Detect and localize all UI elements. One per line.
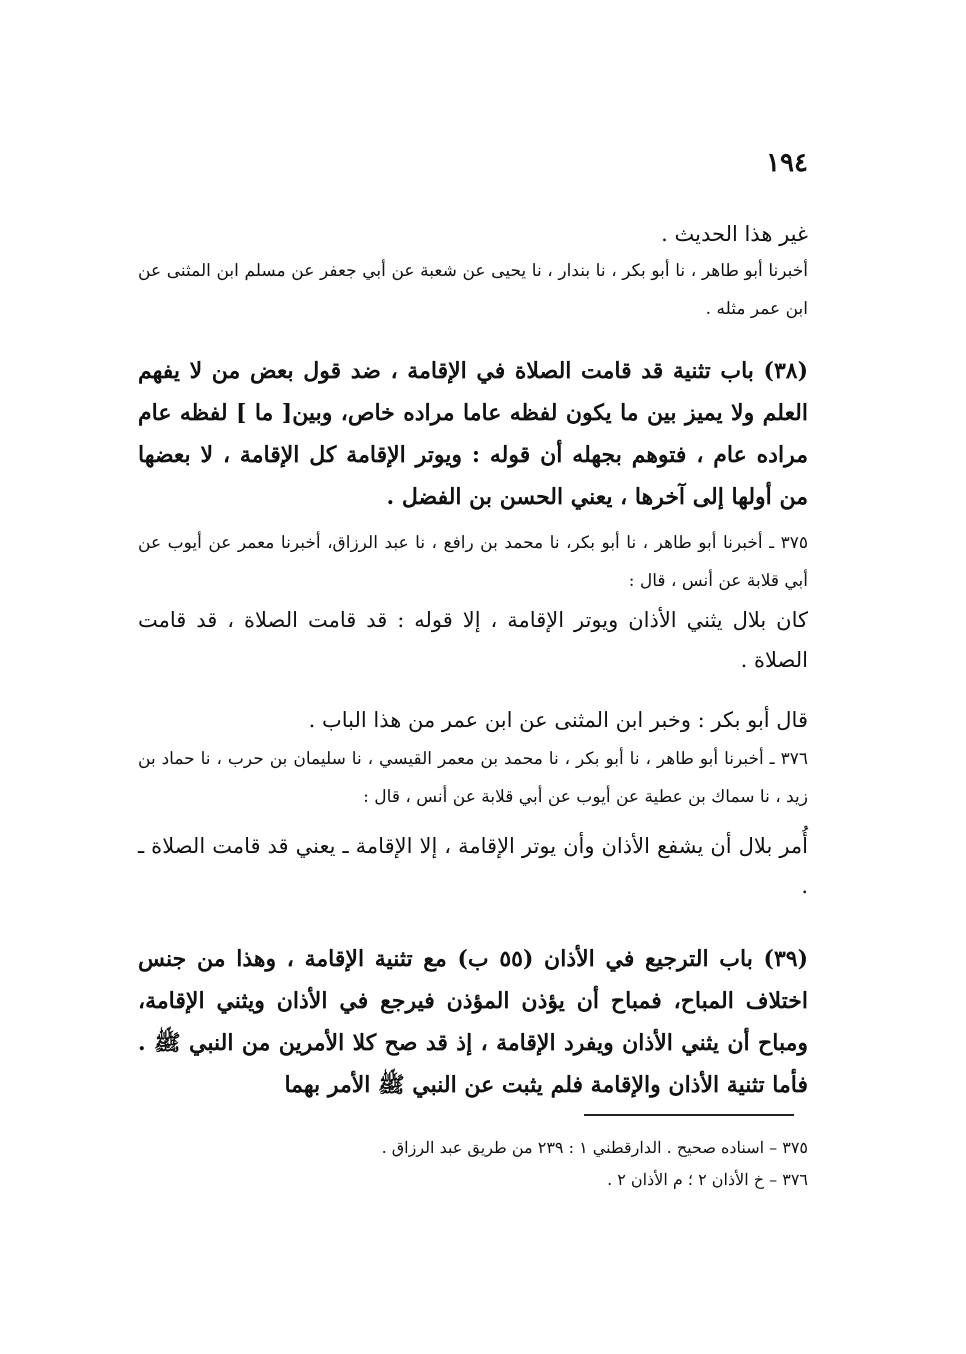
hadith-376-matn: أُمر بلال أن يشفع الأذان وأن يوتر الإقامة ، إلا الإقامة ـ يعني قد قامت الصلاة ـ . (138, 834, 808, 898)
isnad-paragraph: أخبرنا أبو طاهر ، نا أبو بكر ، نا بندار ، نا يحيى عن شعبة عن أبي جعفر عن مسلم ابن المثنى عن ابن عمر مثله . (138, 261, 808, 319)
paragraph-continuation: غير هذا الحديث . (661, 222, 808, 246)
footnote-375: ٣٧٥ – اسناده صحيح . الدارقطني ١ : ٢٣٩ من طريق عبد الرزاق . (381, 1138, 808, 1157)
hadith-376-isnad: ٣٧٦ ـ أخبرنا أبو طاهر ، نا أبو بكر ، نا محمد بن معمر القيسي ، نا سليمان بن حرب ، نا حماد بن زيد ، نا سماك بن عطية عن أيوب عن أبي قلابة عن أنس ، قال : (138, 749, 808, 807)
chapter-heading-38: (٣٨) باب تثنية قد قامت الصلاة في الإقامة ، ضد قول بعض من لا يفهم العلم ولا يميز بين ما يكون لفظه عاما مراده خاص، وبين[ ما ] لفظه عام مراده عام ، فتوهم بجهله أن قوله : ويوتر الإقامة كل الإقامة ، لا بعضها من أولها إلى آخرها ، يعني الحسن بن الفضل . (138, 358, 808, 510)
page-number: ١٩٤ (766, 148, 808, 178)
footnotes (138, 1132, 808, 1196)
footnote-376: ٣٧٦ – خ الأذان ٢ ؛ م الأذان ٢ . (607, 1170, 808, 1189)
chapter-heading-39: (٣٩) باب الترجيع في الأذان (٥٥ ب) مع تثنية الإقامة ، وهذا من جنس اختلاف المباح، فمباح أن يؤذن المؤذن فيرجع في الأذان ويثني الإقامة، ومباح أن يثني الأذان ويفرد الإقامة ، إذ قد صح كلا الأمرين من النبي ﷺ . فأما تثنية الأذان والإقامة فلم يثبت عن النبي ﷺ الأمر بهما (138, 946, 808, 1098)
abu-bakr-comment: قال أبو بكر : وخبر ابن المثنى عن ابن عمر من هذا الباب . (308, 708, 808, 732)
footnote-divider (584, 1114, 794, 1116)
hadith-375-isnad: ٣٧٥ ـ أخبرنا أبو طاهر ، نا أبو بكر، نا محمد بن رافع ، نا عبد الرزاق، أخبرنا معمر عن أيوب عن أبي قلابة عن أنس ، قال : (138, 533, 808, 591)
hadith-375-matn: كان بلال يثني الأذان ويوتر الإقامة ، إلا قوله : قد قامت الصلاة ، قد قامت الصلاة . (138, 608, 808, 672)
